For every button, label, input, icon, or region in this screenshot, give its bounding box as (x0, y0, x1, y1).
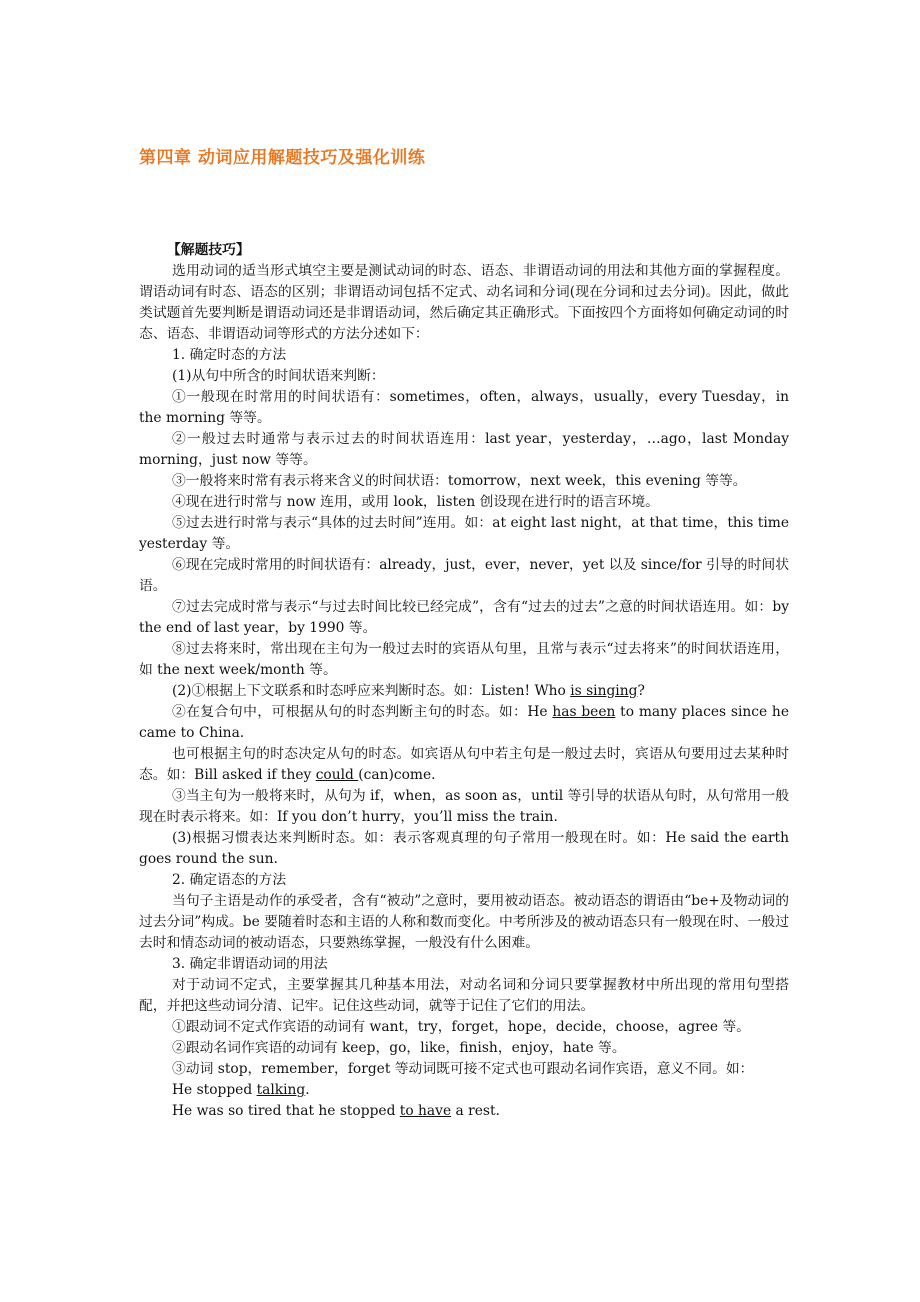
s3-ex2-post: a rest. (451, 1103, 500, 1119)
s1-heading: 1. 确定时态的方法 (172, 347, 287, 363)
s1-p10-underlined: has been (552, 704, 616, 720)
s1-p10-post: to many places since he came to China. (139, 704, 789, 741)
s1-p9-pre: (2)①根据上下文联系和时态呼应来判断时态。如：Listen! Who (172, 683, 571, 699)
document-body (139, 240, 789, 1122)
s1-p11-post: (can)come. (358, 767, 436, 783)
s3-example-1 (139, 1080, 789, 1101)
s1-p5: ⑤过去进行时常与表示“具体的过去时间”连用。如：at eight last night，at that time，this time yesterday 等。 (139, 515, 789, 552)
s1-sub1: (1)从句中所含的时间状语来判断： (172, 368, 385, 384)
s1-p11-pre: 也可根据主句的时态决定从句的时态。如宾语从句中若主句是一般过去时，宾语从句要用过去某种时态。如：Bill asked if they (139, 746, 789, 783)
s3-p2: ①跟动词不定式作宾语的动词有 want，try，forget，hope，decide，choose，agree 等。 (172, 1019, 751, 1035)
s3-ex2-underlined: to have (399, 1103, 452, 1119)
s1-p9-post: ? (637, 683, 645, 699)
chapter-title: 第四章 动词应用解题技巧及强化训练 (139, 148, 426, 168)
s1-p7: ⑦过去完成时常与表示“与过去时间比较已经完成”，含有“过去的过去”之意的时间状语连用。如：by the end of last year，by 1990 等。 (139, 599, 789, 636)
s3-example-2 (139, 1101, 789, 1122)
s2-heading: 2. 确定语态的方法 (172, 872, 287, 888)
s3-p1: 对于动词不定式，主要掌握其几种基本用法，对动名词和分词只要掌握教材中所出现的常用句型搭配，并把这些动词分清、记牢。记住这些动词，就等于记住了它们的用法。 (139, 977, 789, 1014)
s1-p9 (139, 681, 789, 702)
s1-p9-underlined: is singing (570, 683, 638, 699)
s3-ex1-pre: He stopped (172, 1082, 257, 1098)
s3-ex1-post: . (305, 1082, 310, 1098)
s3-heading: 3. 确定非谓语动词的用法 (172, 956, 328, 972)
s2-p1: 当句子主语是动作的承受者，含有“被动”之意时，要用被动语态。被动语态的谓语由“be+及物动词的过去分词”构成。be 要随着时态和主语的人称和数而变化。中考所涉及的被动语态只有一般现在时、一般过去时和情态动词的被动语态，只要熟练掌握，一般没有什么困难。 (139, 893, 789, 951)
s3-ex2-pre: He was so tired that he stopped (172, 1103, 400, 1119)
s1-p11-underlined: could (315, 767, 359, 783)
s1-p11 (139, 744, 789, 786)
s1-p12: ③当主句为一般将来时，从句为 if，when，as soon as，until 等引导的状语从句时，从句常用一般现在时表示将来。如：If you don’t hurry，you’ll miss the train. (139, 788, 789, 825)
s1-p3: ③一般将来时常有表示将来含义的时间状语：tomorrow，next week，this evening 等等。 (172, 473, 747, 489)
section-heading: 【解题技巧】 (167, 242, 250, 258)
intro-paragraph: 选用动词的适当形式填空主要是测试动词的时态、语态、非谓语动词的用法和其他方面的掌握程度。谓语动词有时态、语态的区别；非谓语动词包括不定式、动名词和分词(现在分词和过去分词)。因此，做此类试题首先要判断是谓语动词还是非谓语动词，然后确定其正确形式。下面按四个方面将如何确定动词的时态、语态、非谓语动词等形式的方法分述如下： (139, 263, 789, 342)
s1-p8: ⑧过去将来时，常出现在主句为一般过去时的宾语从句里，且常与表示“过去将来”的时间状语连用，如 the next week/month 等。 (139, 641, 789, 678)
s1-p4: ④现在进行时常与 now 连用，或用 look，listen 创设现在进行时的语言环境。 (172, 494, 659, 510)
s3-p4: ③动词 stop，remember，forget 等动词既可接不定式也可跟动名词作宾语，意义不同。如： (172, 1061, 754, 1077)
s1-p10-pre: ②在复合句中，可根据从句的时态判断主句的时态。如：He (172, 704, 553, 720)
s3-p3: ②跟动名词作宾语的动词有 keep，go，like，finish，enjoy，hate 等。 (172, 1040, 626, 1056)
s1-p1: ①一般现在时常用的时间状语有：sometimes，often，always，usually，every Tuesday，in the morning 等等。 (139, 389, 789, 426)
s1-p2: ②一般过去时通常与表示过去的时间状语连用：last year，yesterday，…ago，last Monday morning，just now 等等。 (139, 431, 789, 468)
s1-p6: ⑥现在完成时常用的时间状语有：already，just，ever，never，yet 以及 since/for 引导的时间状语。 (139, 557, 789, 594)
s1-p10 (139, 702, 789, 744)
s3-ex1-underlined: talking (256, 1082, 306, 1098)
s1-p13: (3)根据习惯表达来判断时态。如：表示客观真理的句子常用一般现在时。如：He said the earth goes round the sun. (139, 830, 789, 867)
